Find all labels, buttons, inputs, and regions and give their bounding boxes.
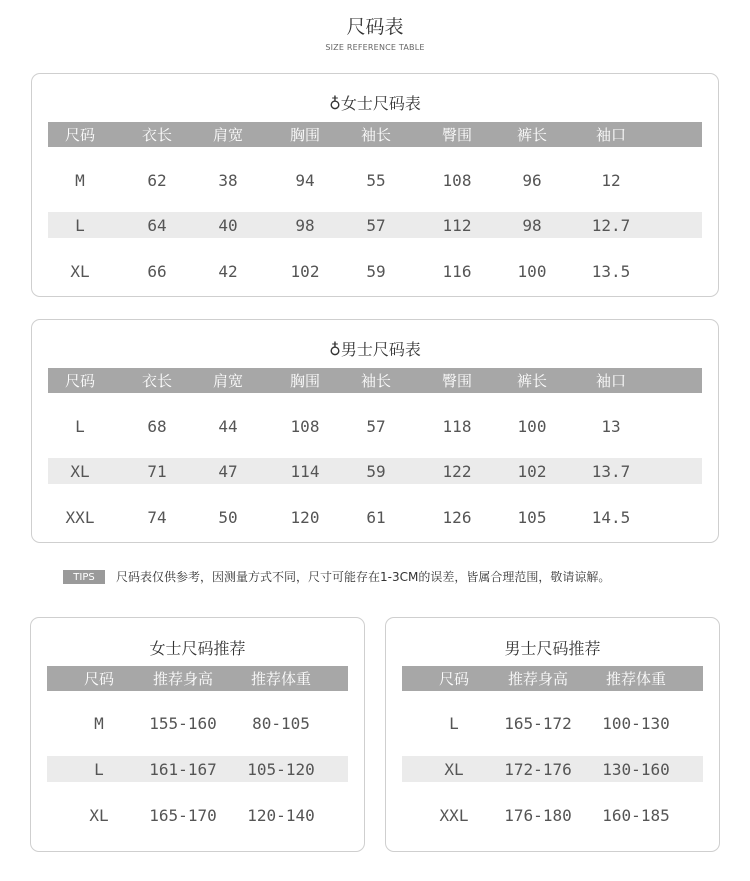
page-subtitle: SIZE REFERENCE TABLE (325, 43, 425, 52)
table-cell: 13 (601, 416, 621, 436)
column-header: 推荐体重 (605, 670, 666, 688)
column-header: 袖口 (595, 126, 626, 144)
table-cell: 118 (442, 416, 472, 436)
table-cell: 100-130 (602, 713, 670, 733)
column-header: 尺码 (64, 126, 95, 144)
table-cell: 98 (522, 215, 542, 235)
table-cell: L (75, 215, 85, 235)
table-header (48, 122, 702, 147)
table-cell: 105-120 (247, 759, 315, 779)
table-cell: 114 (290, 461, 320, 481)
table-cell: 62 (147, 170, 167, 190)
table-cell: 57 (366, 215, 386, 235)
men-size-table-panel (31, 319, 719, 543)
table-row (402, 802, 703, 828)
table-cell: 122 (442, 461, 472, 481)
table-row (47, 710, 348, 736)
table-cell: 57 (366, 416, 386, 436)
column-header: 袖长 (360, 372, 391, 390)
table-cell: 66 (147, 261, 167, 281)
column-header: 推荐身高 (152, 670, 213, 688)
table-cell: 105 (517, 507, 547, 527)
table-row (48, 504, 702, 530)
column-header: 尺码 (83, 670, 114, 688)
column-header: 尺码 (438, 670, 469, 688)
table-cell: 112 (442, 215, 472, 235)
table-cell: 160-185 (602, 805, 670, 825)
column-header: 胸围 (289, 372, 320, 390)
table-header (48, 368, 702, 393)
table-cell: 44 (218, 416, 238, 436)
column-header: 衣长 (141, 126, 172, 144)
table-cell: 80-105 (252, 713, 310, 733)
table-cell: 47 (218, 461, 238, 481)
table-cell: XL (89, 805, 109, 825)
tips-badge: TIPS (63, 570, 105, 584)
table-row (47, 802, 348, 828)
women-size-table-title: ♁女士尺码表 (329, 94, 421, 113)
men-size-table-title: ♁男士尺码表 (329, 340, 421, 359)
page-title: 尺码表 (346, 16, 404, 38)
table-cell: 108 (290, 416, 320, 436)
table-cell: XXL (65, 507, 95, 527)
table-cell: 61 (366, 507, 386, 527)
table-cell: 102 (517, 461, 547, 481)
table-cell: 50 (218, 507, 238, 527)
column-header: 推荐体重 (250, 670, 311, 688)
women-recommend-title: 女士尺码推荐 (149, 639, 246, 658)
column-header: 袖长 (360, 126, 391, 144)
table-cell: 108 (442, 170, 472, 190)
table-header (47, 666, 348, 691)
table-row (48, 413, 702, 439)
table-cell: 116 (442, 261, 472, 281)
table-cell: 165-170 (149, 805, 217, 825)
table-cell: L (94, 759, 104, 779)
table-cell: 100 (517, 261, 547, 281)
table-header (402, 666, 703, 691)
table-cell: 42 (218, 261, 238, 281)
table-cell: L (449, 713, 459, 733)
table-cell: XL (70, 261, 90, 281)
table-cell: 12 (601, 170, 621, 190)
column-header: 胸围 (289, 126, 320, 144)
table-cell: 161-167 (149, 759, 217, 779)
table-row (48, 212, 702, 238)
table-cell: 130-160 (602, 759, 670, 779)
column-header: 裤长 (516, 126, 547, 144)
table-cell: 96 (522, 170, 542, 190)
table-cell: 120 (290, 507, 320, 527)
table-cell: 71 (147, 461, 167, 481)
table-cell: 40 (218, 215, 238, 235)
table-cell: 64 (147, 215, 167, 235)
column-header: 裤长 (516, 372, 547, 390)
table-cell: 14.5 (591, 507, 631, 527)
column-header: 尺码 (64, 372, 95, 390)
table-row (47, 756, 348, 782)
table-cell: 38 (218, 170, 238, 190)
table-cell: XL (70, 461, 90, 481)
table-row (402, 710, 703, 736)
table-cell: 172-176 (504, 759, 572, 779)
table-cell: M (75, 170, 85, 190)
table-cell: 102 (290, 261, 320, 281)
column-header: 袖口 (595, 372, 626, 390)
table-cell: 55 (366, 170, 386, 190)
men-recommend-title: 男士尺码推荐 (504, 639, 601, 658)
column-header: 肩宽 (212, 126, 243, 144)
table-cell: 120-140 (247, 805, 315, 825)
column-header: 臀围 (441, 126, 472, 144)
table-cell: 59 (366, 261, 386, 281)
table-cell: 74 (147, 507, 167, 527)
table-cell: XL (444, 759, 464, 779)
table-cell: L (75, 416, 85, 436)
table-cell: 176-180 (504, 805, 572, 825)
table-cell: 126 (442, 507, 472, 527)
table-cell: 12.7 (591, 215, 631, 235)
table-row (48, 258, 702, 284)
table-cell: M (94, 713, 104, 733)
table-cell: 59 (366, 461, 386, 481)
table-row (402, 756, 703, 782)
table-cell: 68 (147, 416, 167, 436)
table-cell: 155-160 (149, 713, 217, 733)
column-header: 推荐身高 (507, 670, 568, 688)
tips-text: 尺码表仅供参考，因测量方式不同，尺寸可能存在1-3CM的误差，皆属合理范围，敬请谅解。 (116, 570, 611, 584)
table-row (48, 458, 702, 484)
table-cell: 100 (517, 416, 547, 436)
table-cell: 94 (295, 170, 315, 190)
table-cell: 98 (295, 215, 315, 235)
women-recommend-panel (30, 617, 365, 852)
table-cell: 13.7 (591, 461, 631, 481)
women-size-table-panel (31, 73, 719, 297)
table-cell: XXL (439, 805, 469, 825)
men-recommend-panel (385, 617, 720, 852)
column-header: 肩宽 (212, 372, 243, 390)
table-cell: 165-172 (504, 713, 572, 733)
column-header: 臀围 (441, 372, 472, 390)
column-header: 衣长 (141, 372, 172, 390)
table-row (48, 167, 702, 193)
table-cell: 13.5 (591, 261, 631, 281)
